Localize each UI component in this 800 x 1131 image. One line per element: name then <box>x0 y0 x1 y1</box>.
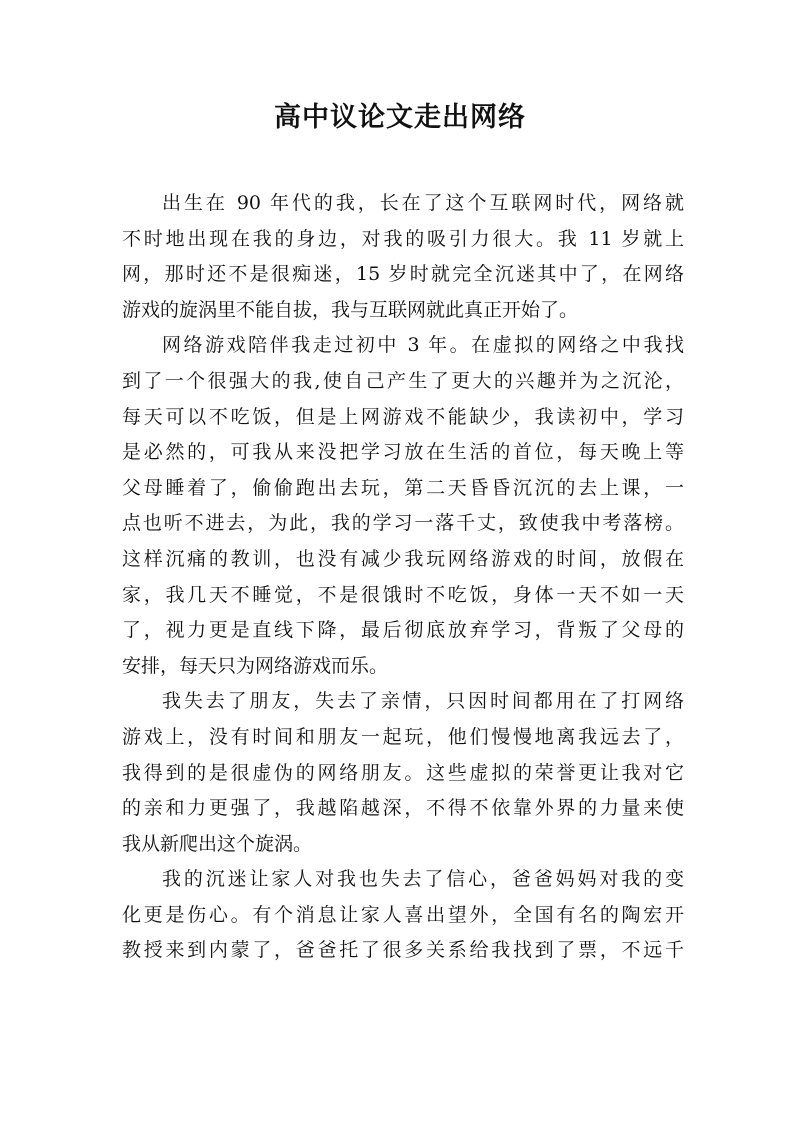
text-line: 教授来到内蒙了，爸爸托了很多关系给我找到了票，不远千 <box>122 939 684 962</box>
text-line: 我得到的是很虚伪的网络朋友。这些虚拟的荣誉更让我对它 <box>122 761 684 784</box>
paragraph-3 <box>122 684 684 862</box>
text-line: 我从新爬出这个旋涡。 <box>122 832 313 855</box>
text-line: 是必然的，可我从来没把学习放在生活的首位，每天晚上等 <box>122 441 684 464</box>
text-line: 这样沉痛的教训，也没有减少我玩网络游戏的时间，放假在 <box>122 547 684 570</box>
text-line: 出生在 90 年代的我，长在了这个互联网时代，网络就 <box>162 192 684 214</box>
text-line: 点也听不进去，为此，我的学习一落千丈，致使我中考落榜。 <box>122 512 684 535</box>
text-line: 游戏的旋涡里不能自拔，我与互联网就此真正开始了。 <box>122 298 579 321</box>
text-line: 化更是伤心。有个消息让家人喜出望外，全国有名的陶宏开 <box>122 903 684 926</box>
text-line: 游戏上，没有时间和朋友一起玩，他们慢慢地离我远去了， <box>122 725 684 748</box>
text-line: 我的沉迷让家人对我也失去了信心，爸爸妈妈对我的变 <box>162 868 684 891</box>
text-line: 到了一个很强大的我,使自己产生了更大的兴趣并为之沉沦， <box>122 369 684 392</box>
text-line: 安排，每天只为网络游戏而乐。 <box>122 654 389 677</box>
paragraph-4 <box>122 862 684 969</box>
text-line: 不时地出现在我的身边，对我的吸引力很大。我 11 岁就上 <box>122 227 684 250</box>
text-line: 每天可以不吃饭，但是上网游戏不能缺少，我读初中，学习 <box>122 405 684 428</box>
text-line: 家，我几天不睡觉，不是很饿时不吃饭，身体一天不如一天 <box>122 583 684 606</box>
document-title: 高中议论文走出网络 <box>274 102 526 133</box>
text-line: 我失去了朋友，失去了亲情，只因时间都用在了打网络 <box>162 690 684 713</box>
text-line: 网络游戏陪伴我走过初中 3 年。在虚拟的网络之中我找 <box>162 334 684 357</box>
text-line: 网，那时还不是很痴迷，15 岁时就完全沉迷其中了，在网络 <box>122 263 684 286</box>
text-line: 了，视力更是直线下降，最后彻底放弃学习，背叛了父母的 <box>122 619 684 642</box>
text-line: 父母睡着了，偷偷跑出去玩，第二天昏昏沉沉的去上课，一 <box>122 476 684 499</box>
document-body <box>122 186 684 969</box>
paragraph-1 <box>122 186 684 328</box>
paragraph-2 <box>122 328 684 684</box>
text-line: 的亲和力更强了，我越陷越深，不得不依靠外界的力量来使 <box>122 797 684 820</box>
